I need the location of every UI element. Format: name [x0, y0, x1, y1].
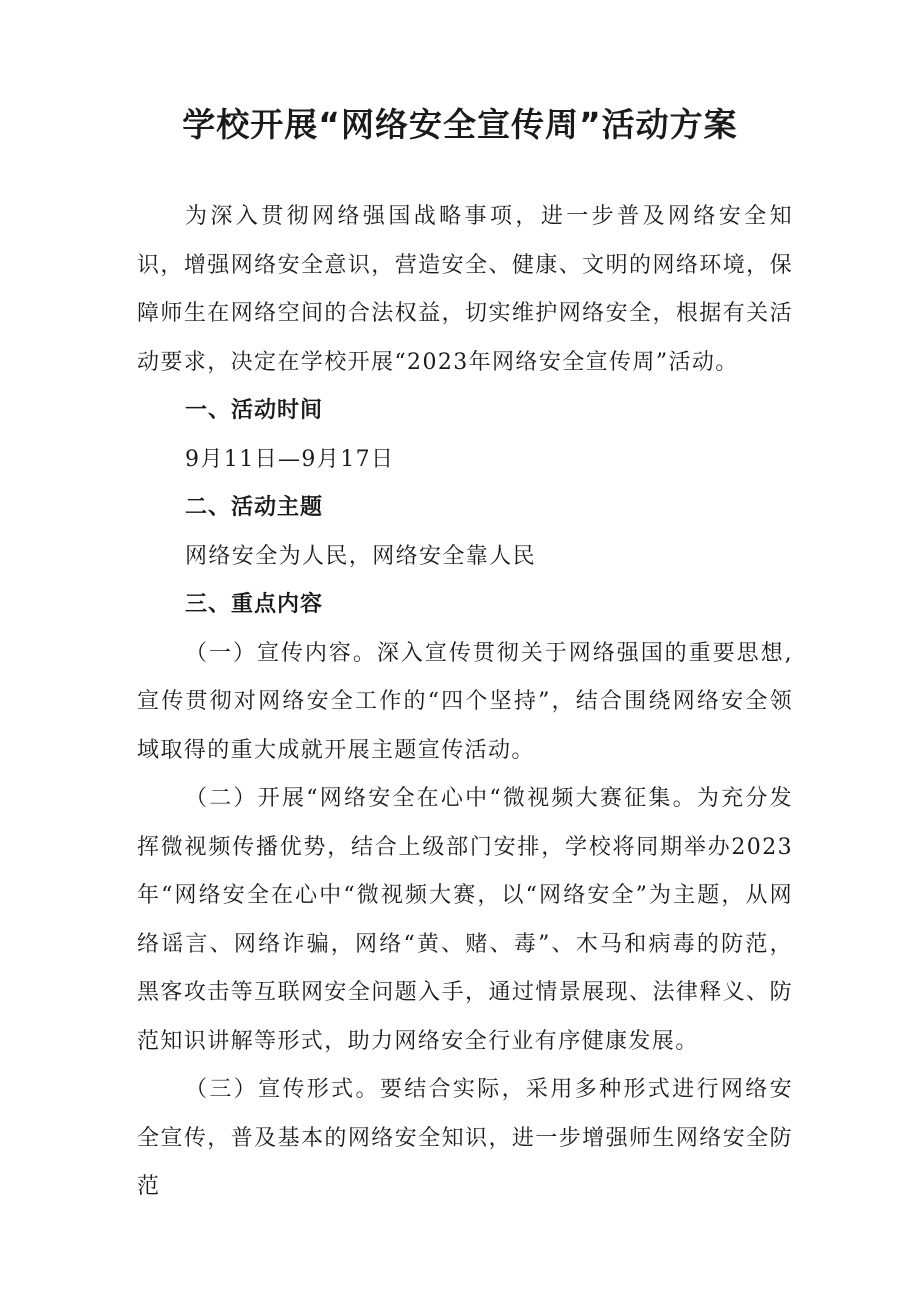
section-heading-key-content: 三、重点内容 [185, 592, 324, 617]
section-heading-theme: 二、活动主题 [185, 495, 324, 520]
key-point-paragraph-2: （二）开展“网络安全在心中“微视频大赛征集。为充分发挥微视频传播优势，结合上级部门安排，学校将同期举办2023年“网络安全在心中“微视频大赛，以“网络安全”为主题，从网络谣言、网络诈骗，网络“黄、赌、毒”、木马和病毒的防范，黑客攻击等互联网安全问题入手，通过情景展现、法律释义、防范知识讲解等形式，助力网络安全行业有序健康发展。 [137, 786, 793, 1054]
section-heading-time: 一、活动时间 [185, 398, 324, 423]
document-title: 学校开展“网络安全宣传周”活动方案 [182, 105, 738, 144]
document-body [137, 193, 793, 1212]
activity-time-text: 9月11日—9月17日 [185, 446, 395, 472]
key-point-paragraph-3: （三）宣传形式。要结合实际，采用多种形式进行网络安全宣传，普及基本的网络安全知识，进一步增强师生网络安全防范 [137, 1077, 793, 1199]
activity-theme-text: 网络安全为人民，网络安全靠人民 [185, 543, 537, 569]
key-point-paragraph-1: （一）宣传内容。深入宣传贯彻关于网络强国的重要思想,宣传贯彻对网络安全工作的“四个坚持”，结合围绕网络安全领域取得的重大成就开展主题宣传活动。 [137, 640, 793, 763]
intro-paragraph: 为深入贯彻网络强国战略事项，进一步普及网络安全知识，增强网络安全意识，营造安全、健康、文明的网络环境，保障师生在网络空间的合法权益，切实维护网络安全，根据有关活动要求，决定在学校开展“2023年网络安全宣传周”活动。 [137, 204, 793, 375]
